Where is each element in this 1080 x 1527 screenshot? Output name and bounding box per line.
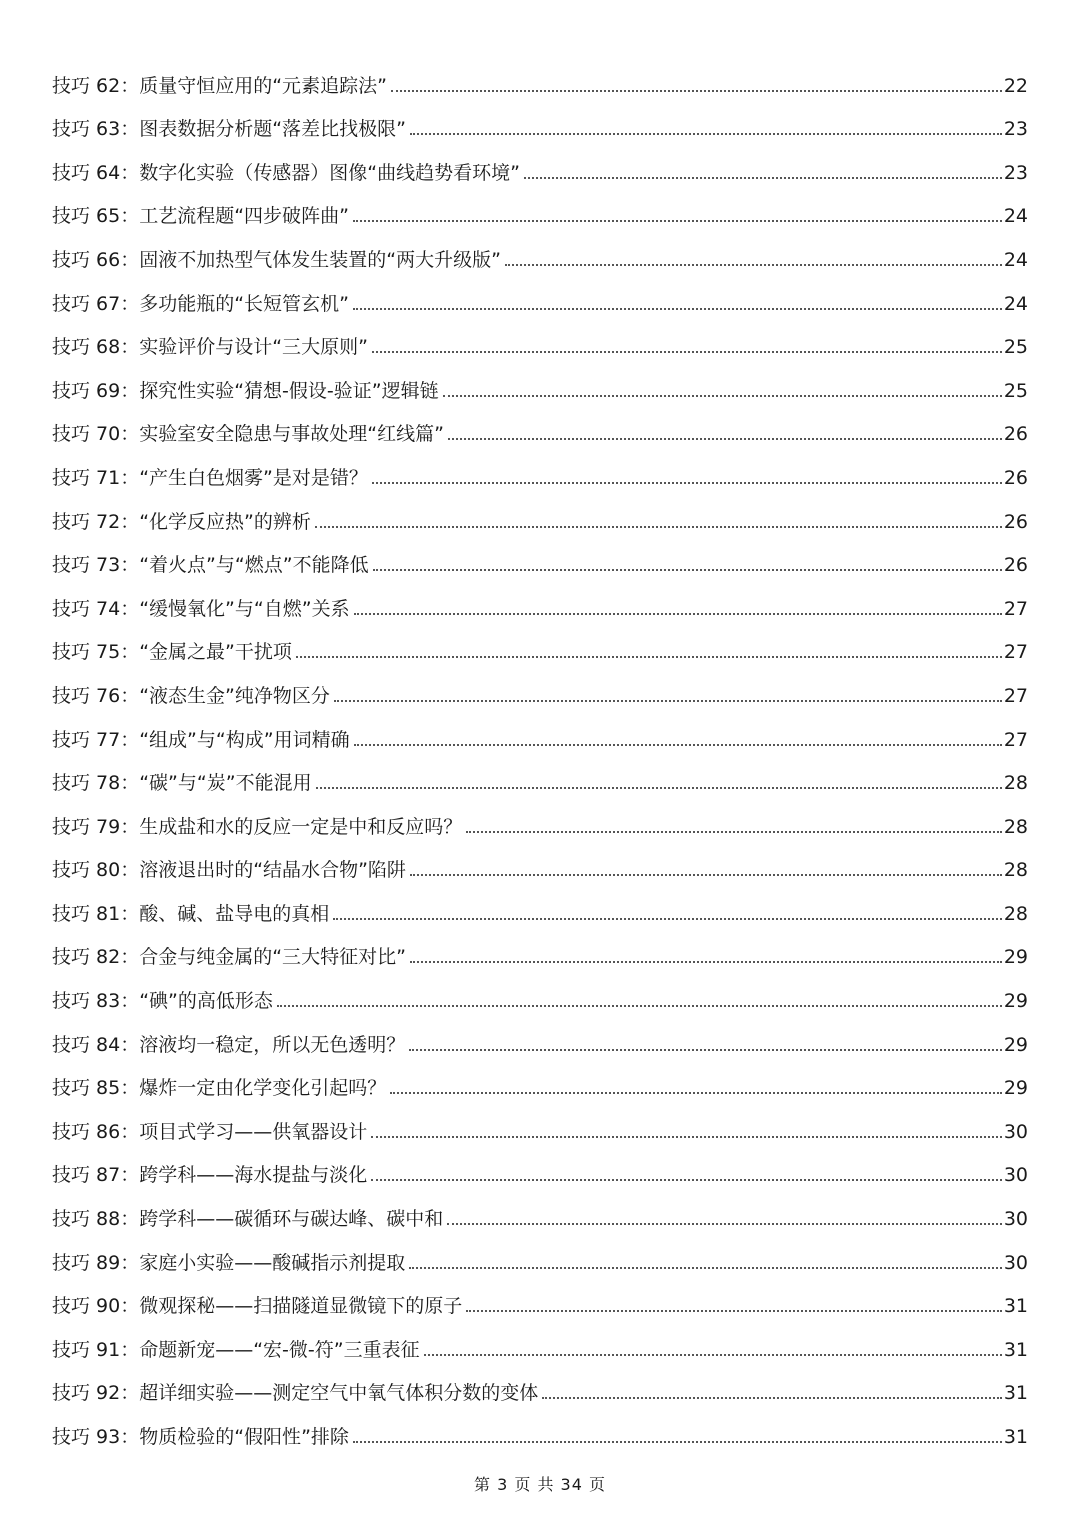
dot-leader (466, 831, 1002, 833)
toc-entry-number: 技巧 83： (52, 990, 140, 1013)
toc-entry-number: 技巧 73： (52, 554, 140, 577)
toc-entry-number: 技巧 63： (52, 118, 140, 141)
toc-entry-page: 24 (1003, 205, 1028, 228)
toc-entry-title: “组成”与“构成”用词精确 (139, 728, 350, 751)
dot-leader (390, 1092, 1002, 1094)
toc-entry[interactable] (52, 662, 1028, 706)
toc-entry-title: “化学反应热”的辨析 (139, 510, 311, 533)
toc-entry-number: 技巧 67： (52, 292, 140, 315)
toc-entry-title: 物质检验的“假阳性”排除 (139, 1426, 349, 1448)
toc-entry-number: 技巧 69： (52, 379, 140, 402)
toc-entry-page: 31 (1003, 1338, 1028, 1361)
dot-leader (447, 1223, 1002, 1225)
dot-leader (296, 656, 1002, 658)
toc-entry-page: 31 (1003, 1295, 1028, 1318)
toc-entry-page: 27 (1003, 728, 1028, 751)
dot-leader (391, 90, 1002, 92)
toc-entry-title: 质量守恒应用的“元素追踪法” (139, 74, 387, 97)
toc-entry[interactable] (52, 706, 1028, 750)
toc-entry[interactable] (52, 270, 1028, 314)
toc-entry[interactable] (52, 1360, 1028, 1404)
dot-leader (424, 1354, 1002, 1356)
toc-entry-title: 固液不加热型气体发生装置的“两大升级版” (139, 248, 501, 271)
toc-entry-page: 29 (1003, 1033, 1028, 1056)
toc-entry[interactable] (52, 1185, 1028, 1229)
toc-entry[interactable] (52, 1011, 1028, 1055)
toc-entry[interactable] (52, 880, 1028, 924)
toc-entry-title: 项目式学习——供氧器设计 (139, 1120, 368, 1143)
toc-entry-number: 技巧 75： (52, 641, 140, 664)
toc-entry-title: 微观探秘——扫描隧道显微镜下的原子 (139, 1295, 463, 1318)
toc-entry[interactable] (52, 619, 1028, 663)
toc-entry-title: “着火点”与“燃点”不能降低 (139, 554, 369, 577)
toc-entry-page: 31 (1003, 1426, 1028, 1448)
toc-entry-number: 技巧 86： (52, 1120, 140, 1143)
toc-entry-title: “金属之最”干扰项 (139, 641, 292, 664)
dot-leader (277, 1005, 1002, 1007)
toc-entry-number: 技巧 89： (52, 1251, 140, 1274)
toc-entry[interactable] (52, 967, 1028, 1011)
toc-entry-number: 技巧 90： (52, 1295, 140, 1318)
toc-entry-page: 30 (1003, 1120, 1028, 1143)
toc-entry-title: “碘”的高低形态 (139, 990, 273, 1013)
dot-leader (409, 1267, 1002, 1269)
toc-entry-page: 30 (1003, 1164, 1028, 1187)
dot-leader (373, 569, 1002, 571)
toc-entry-page: 26 (1003, 423, 1028, 446)
toc-entry-number: 技巧 74： (52, 597, 140, 620)
toc-entry-number: 技巧 76： (52, 684, 140, 707)
toc-entry-title: 数字化实验（传感器）图像“曲线趋势看环境” (139, 161, 520, 184)
dot-leader (371, 1136, 1002, 1138)
toc-entry-number: 技巧 62： (52, 74, 140, 97)
dot-leader (334, 700, 1002, 702)
dot-leader (353, 220, 1002, 222)
toc-entry-number: 技巧 93： (52, 1426, 140, 1448)
toc-entry[interactable] (52, 314, 1028, 358)
toc-entry[interactable] (52, 1229, 1028, 1273)
toc-entry[interactable] (52, 96, 1028, 140)
toc-entry-page: 29 (1003, 1077, 1028, 1100)
toc-entry-page: 27 (1003, 641, 1028, 664)
toc-entry-title: 超详细实验——测定空气中氧气体积分数的变体 (139, 1382, 539, 1405)
toc-entry-title: “产生白色烟雾”是对是错？ (139, 466, 368, 489)
dot-leader (371, 1179, 1002, 1181)
toc-entry-number: 技巧 68： (52, 336, 140, 359)
dot-leader (316, 787, 1002, 789)
toc-entry-page: 27 (1003, 684, 1028, 707)
toc-entry-title: 溶液退出时的“结晶水合物”陷阱 (139, 859, 406, 882)
toc-entry[interactable] (52, 444, 1028, 488)
toc-entry-number: 技巧 77： (52, 728, 140, 751)
toc-entry-title: 生成盐和水的反应一定是中和反应吗？ (139, 815, 463, 838)
toc-entry-page: 28 (1003, 815, 1028, 838)
toc-entry-page: 30 (1003, 1208, 1028, 1231)
dot-leader (333, 918, 1002, 920)
toc-entry[interactable] (52, 488, 1028, 532)
toc-entry-number: 技巧 81： (52, 902, 140, 925)
toc-entry[interactable] (52, 1098, 1028, 1142)
toc-entry-number: 技巧 91： (52, 1338, 140, 1361)
dot-leader (409, 1049, 1002, 1051)
toc-entry[interactable] (52, 532, 1028, 576)
dot-leader (443, 395, 1002, 397)
toc-entry-number: 技巧 70： (52, 423, 140, 446)
toc-entry-title: 跨学科——海水提盐与淡化 (139, 1164, 368, 1187)
toc-entry-title: 实验室安全隐患与事故处理“红线篇” (139, 423, 444, 446)
dot-leader (354, 744, 1002, 746)
toc-entry-number: 技巧 72： (52, 510, 140, 533)
dot-leader (448, 438, 1002, 440)
toc-entry-title: 工艺流程题“四步破阵曲” (139, 205, 349, 228)
toc-entry[interactable] (52, 52, 1028, 96)
toc-entry[interactable] (52, 793, 1028, 837)
toc-entry-title: 爆炸一定由化学变化引起吗？ (139, 1077, 387, 1100)
toc-entry-page: 24 (1003, 248, 1028, 271)
toc-entry[interactable] (52, 226, 1028, 270)
toc-entry-page: 30 (1003, 1251, 1028, 1274)
toc-entry-number: 技巧 66： (52, 248, 140, 271)
toc-entry[interactable] (52, 837, 1028, 881)
toc-entry[interactable] (52, 575, 1028, 619)
dot-leader (315, 526, 1002, 528)
dot-leader (466, 1310, 1002, 1312)
toc-entry-page: 29 (1003, 946, 1028, 969)
toc-entry-title: 跨学科——碳循环与碳达峰、碳中和 (139, 1208, 444, 1231)
toc-entry-number: 技巧 85： (52, 1077, 140, 1100)
toc-entry-number: 技巧 92： (52, 1382, 140, 1405)
toc-entry-page: 25 (1003, 336, 1028, 359)
dot-leader (410, 874, 1002, 876)
toc-entry-title: 命题新宠——“宏-微-符”三重表征 (139, 1338, 420, 1361)
dot-leader (524, 177, 1002, 179)
toc-entry-title: 多功能瓶的“长短管玄机” (139, 292, 349, 315)
dot-leader (505, 264, 1002, 266)
toc-entry-number: 技巧 80： (52, 859, 140, 882)
toc-entry[interactable] (52, 750, 1028, 794)
toc-entry[interactable] (52, 357, 1028, 401)
page-footer: 第 3 页 共 34 页 (474, 1475, 606, 1494)
dot-leader (354, 613, 1002, 615)
toc-entry-title: “碳”与“炭”不能混用 (139, 772, 312, 795)
toc-entry-page: 23 (1003, 161, 1028, 184)
toc-entry-title: 实验评价与设计“三大原则” (139, 336, 368, 359)
toc-entry-page: 28 (1003, 772, 1028, 795)
dot-leader (372, 482, 1002, 484)
toc-entry-title: 合金与纯金属的“三大特征对比” (139, 946, 406, 969)
toc-entry-page: 28 (1003, 859, 1028, 882)
toc-entry-page: 26 (1003, 466, 1028, 489)
toc-entry-title: 探究性实验“猜想-假设-验证”逻辑链 (139, 379, 439, 402)
toc-entry-page: 28 (1003, 902, 1028, 925)
toc-entry-number: 技巧 71： (52, 466, 140, 489)
toc-entry-title: 家庭小实验——酸碱指示剂提取 (139, 1251, 406, 1274)
toc-entry-page: 25 (1003, 379, 1028, 402)
toc-entry-number: 技巧 87： (52, 1164, 140, 1187)
dot-leader (542, 1397, 1002, 1399)
toc-entry-page: 23 (1003, 118, 1028, 141)
toc-entry[interactable] (52, 401, 1028, 445)
toc-entry[interactable] (52, 1273, 1028, 1317)
toc-entry-title: 溶液均一稳定，所以无色透明？ (139, 1033, 406, 1056)
toc-entry-title: 酸、碱、盐导电的真相 (139, 902, 330, 925)
toc-entry-title: “缓慢氧化”与“自燃”关系 (139, 597, 350, 620)
dot-leader (410, 133, 1002, 135)
toc-entry[interactable] (52, 924, 1028, 968)
toc-entry-page: 27 (1003, 597, 1028, 620)
toc-entry[interactable] (52, 1142, 1028, 1186)
toc-entry[interactable] (52, 139, 1028, 183)
toc-entry[interactable] (52, 183, 1028, 227)
toc-entry-page: 26 (1003, 554, 1028, 577)
toc-entry-number: 技巧 65： (52, 205, 140, 228)
toc-entry-number: 技巧 84： (52, 1033, 140, 1056)
dot-leader (410, 961, 1002, 963)
toc-entry[interactable] (52, 1055, 1028, 1099)
table-of-contents (52, 52, 1028, 1447)
toc-entry-number: 技巧 79： (52, 815, 140, 838)
toc-entry-number: 技巧 64： (52, 161, 140, 184)
toc-entry-number: 技巧 78： (52, 772, 140, 795)
dot-leader (372, 351, 1002, 353)
toc-entry-page: 26 (1003, 510, 1028, 533)
toc-entry[interactable] (52, 1316, 1028, 1360)
toc-entry-number: 技巧 82： (52, 946, 140, 969)
toc-entry-page: 31 (1003, 1382, 1028, 1405)
toc-entry-title: “液态生金”纯净物区分 (139, 684, 330, 707)
dot-leader (353, 1441, 1002, 1443)
toc-entry-number: 技巧 88： (52, 1208, 140, 1231)
toc-entry[interactable] (52, 1403, 1028, 1447)
toc-entry-page: 22 (1003, 74, 1028, 97)
toc-entry-page: 29 (1003, 990, 1028, 1013)
dot-leader (353, 308, 1002, 310)
toc-entry-page: 24 (1003, 292, 1028, 315)
toc-entry-title: 图表数据分析题“落差比找极限” (139, 118, 406, 141)
